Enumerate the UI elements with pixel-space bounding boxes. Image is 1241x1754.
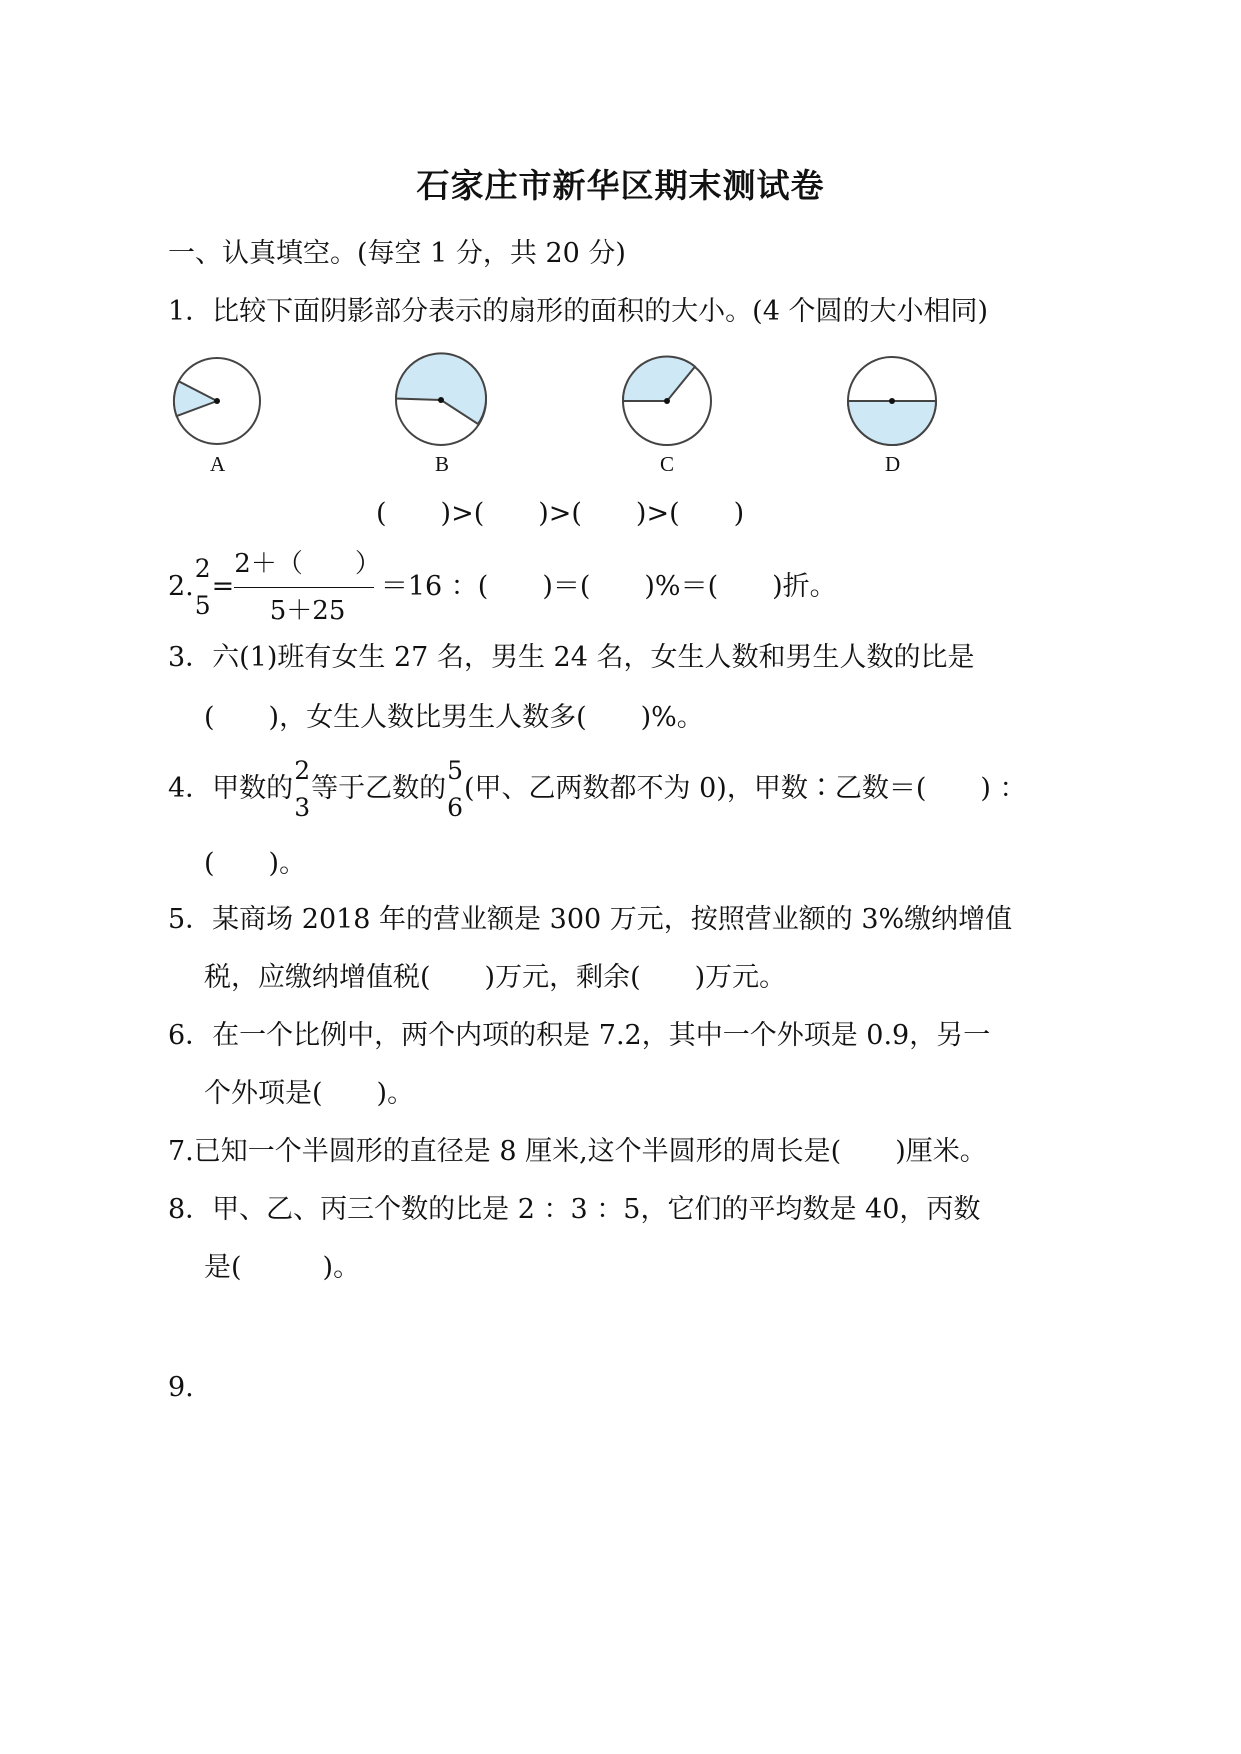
fraction-bar: [234, 587, 374, 588]
question-4-line1: 4．甲数的 2 3 等于乙数的 5 6 (甲、乙两数都不为 0)，甲数∶乙数＝( ) ：: [168, 756, 1027, 822]
circle-a: [174, 358, 260, 444]
circle-label-c: C: [660, 452, 675, 476]
circle-label-a: A: [210, 452, 226, 476]
question-1-circles: [160, 350, 960, 480]
question-5-line2: 税，应缴纳增值税( )万元，剩余( )万元。: [204, 962, 787, 993]
circle-c: [623, 357, 711, 445]
question-9-number: 9.: [168, 1372, 194, 1403]
question-6-line1: 6．在一个比例中，两个内项的积是 7.2，其中一个外项是 0.9，另一: [168, 1020, 991, 1051]
question-4-line2: ( )。: [204, 848, 307, 879]
question-8-line1: 8．甲、乙、丙三个数的比是 2 ：3 ：5，它们的平均数是 40，丙数: [168, 1194, 981, 1225]
question-3-line1: 3．六(1)班有女生 27 名，男生 24 名，女生人数和男生人数的比是: [168, 642, 975, 673]
question-7-line1: 7.已知一个半圆形的直径是 8 厘米,这个半圆形的周长是( )厘米。: [168, 1136, 987, 1167]
question-5-line1: 5．某商场 2018 年的营业额是 300 万元，按照营业额的 3%缴纳增值: [168, 904, 1013, 935]
circle-b: [396, 353, 486, 445]
question-1-answer-line: ( )>( )>( )>( ): [376, 498, 745, 529]
question-8-line2: 是( )。: [204, 1252, 361, 1283]
fraction-expression: 2＋（ ） 5＋25: [234, 548, 381, 626]
question-2-number: 2.: [168, 571, 194, 602]
question-6-line2: 个外项是( )。: [204, 1078, 415, 1109]
fraction-two-thirds: 2 3: [294, 756, 311, 822]
question-2-rest: ＝16 ：( )＝( )%＝( )折。: [380, 571, 837, 602]
question-1-text: 1．比较下面阴影部分表示的扇形的面积的大小。(4 个圆的大小相同): [168, 296, 989, 327]
circle-label-b: B: [435, 452, 450, 476]
fraction-two-fifths: 2 5: [194, 554, 211, 620]
section-heading: 一、认真填空。(每空 1 分，共 20 分): [168, 238, 626, 269]
equals-sign: =: [211, 571, 235, 602]
circle-label-d: D: [885, 452, 901, 476]
fraction-five-sixths: 5 6: [447, 756, 463, 822]
page-title: 石家庄市新华区期末测试卷: [416, 166, 825, 205]
question-2: [168, 548, 837, 626]
circle-d: [848, 357, 936, 445]
question-3-line2: ( )，女生人数比男生人数多( )%。: [204, 702, 704, 733]
